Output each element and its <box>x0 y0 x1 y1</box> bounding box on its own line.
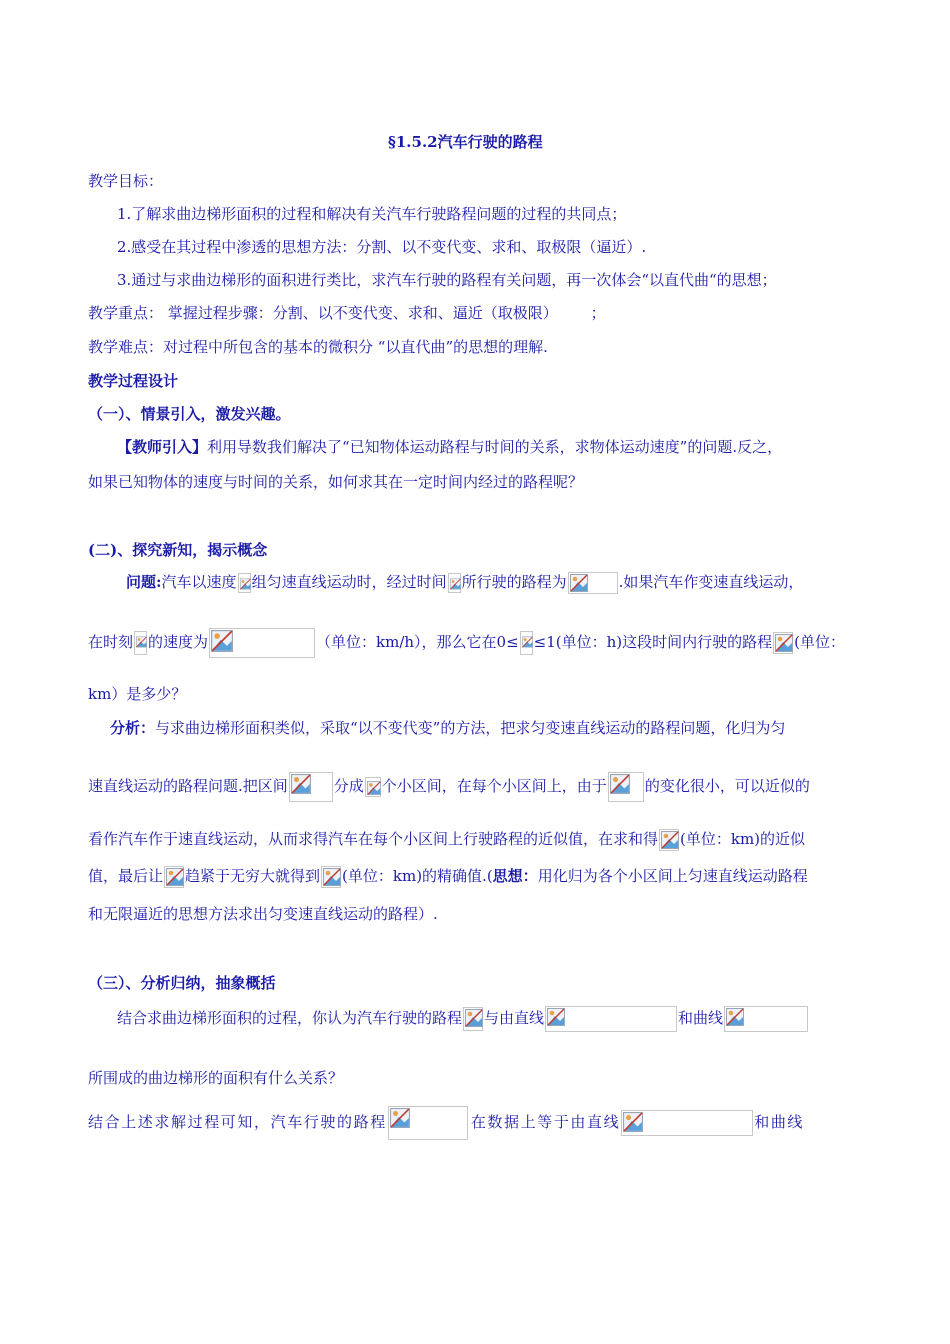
section-1-line-2: 如果已知物体的速度与时间的关系，如何求其在一定时间内经过的路程呢？ <box>88 473 584 491</box>
formula-image-icon <box>621 1110 753 1136</box>
analysis-text: 分成 <box>333 777 364 795</box>
section-3-text: 与由直线 <box>484 1009 545 1027</box>
formula-image-icon <box>321 866 341 888</box>
analysis-text: 看作汽车作于速直线运动，从而求得汽车在每个小区间上行驶路程的近似值，在求和得 <box>88 830 659 848</box>
goal-item-1: 1.了解求曲边梯形面积的过程和解决有关汽车行驶路程问题的过程的共同点； <box>117 205 627 223</box>
formula-image-icon <box>448 573 461 593</box>
formula-image-icon <box>238 573 251 593</box>
formula-image-icon <box>134 631 147 655</box>
question-text: 组匀速直线运动时，经过时间 <box>251 573 447 591</box>
formula-image-icon <box>289 772 333 802</box>
analysis-text: 值，最后让 <box>88 867 164 885</box>
goal-item-2: 2.感受在其过程中渗透的思想方法：分割、以不变代变、求和、取极限（逼近）. <box>117 238 647 256</box>
formula-image-icon <box>388 1106 468 1140</box>
goal-item-3: 3.通过与求曲边梯形的面积进行类比，求汽车行驶的路程有关问题，再一次体会“以直代曲“的思想； <box>117 271 777 289</box>
analysis-text: 与求曲边梯形面积类似，采取“以不变代变”的方法，把求匀变速直线运动的路程问题，化归为匀 <box>155 719 786 737</box>
section-3-text: 和曲线 <box>678 1009 724 1027</box>
teacher-intro-tag: 【教师引入】 <box>117 438 208 456</box>
process-heading: 教学过程设计 <box>88 372 179 390</box>
formula-image-icon <box>724 1006 808 1032</box>
section-1-heading: （一）、情景引入，激发兴趣。 <box>88 405 291 423</box>
question-text: 汽车以速度 <box>161 573 237 591</box>
formula-image-icon <box>545 1006 677 1032</box>
section-1-text-1: 利用导数我们解决了“已知物体运动路程与时间的关系，求物体运动速度”的问题.反之， <box>207 438 783 456</box>
question-text: 的速度为 <box>148 633 209 651</box>
question-text: ≤1(单位：h)这段时间内行驶的路程 <box>533 633 773 651</box>
section-3-text: 结合求曲边梯形面积的过程，你认为汽车行驶的路程 <box>117 1009 463 1027</box>
section-3-text: 结合上述求解过程可知，汽车行驶的路程 <box>88 1113 387 1131</box>
analysis-text: 的变化很小，可以近似的 <box>644 777 810 795</box>
analysis-line-3 <box>88 829 805 851</box>
section-1-line-1 <box>117 437 782 457</box>
question-line-1 <box>126 572 803 594</box>
formula-image-icon <box>659 829 679 851</box>
page-title: §1.5.2汽车行驶的路程 <box>388 133 543 151</box>
question-line-2 <box>88 628 845 658</box>
analysis-text: (单位：km)的精确值.( <box>342 867 493 885</box>
formula-image-icon <box>608 772 644 802</box>
formula-image-icon <box>365 777 381 797</box>
section-3-line-1 <box>117 1006 809 1032</box>
formula-image-icon <box>568 572 618 594</box>
goals-heading: 教学目标： <box>88 172 164 190</box>
analysis-text: (单位：km)的近似 <box>680 830 806 848</box>
question-text: 在时刻 <box>88 633 134 651</box>
question-text: .如果汽车作变速直线运动， <box>618 573 804 591</box>
analysis-line-1 <box>110 718 785 738</box>
difficulty: 教学难点：对过程中所包含的基本的微积分 “以直代曲”的思想的理解. <box>88 338 548 356</box>
question-text: (单位： <box>794 633 846 651</box>
key-point <box>88 303 606 323</box>
formula-image-icon <box>773 632 793 654</box>
analysis-text: 速直线运动的路程问题.把区间 <box>88 777 288 795</box>
section-3-text: 在数据上等于由直线 <box>470 1113 621 1131</box>
thought-tag: 思想： <box>492 867 538 885</box>
section-3-line-3 <box>88 1106 804 1140</box>
analysis-tag: 分析： <box>110 719 156 737</box>
key-point-end: ； <box>590 304 606 322</box>
section-3-line-2: 所围成的曲边梯形的面积有什么关系？ <box>88 1069 344 1087</box>
analysis-text: 趋紧于无穷大就得到 <box>185 867 321 885</box>
analysis-line-5: 和无限逼近的思想方法求出匀变速直线运动的路程）. <box>88 905 438 923</box>
analysis-text: 用化归为各个小区间上匀速直线运动路程 <box>537 867 808 885</box>
section-3-text: 和曲线 <box>754 1113 805 1131</box>
analysis-line-2 <box>88 772 810 802</box>
question-tag: 问题: <box>126 573 162 591</box>
formula-image-icon <box>164 866 184 888</box>
question-text: （单位：km/h），那么它在0≤ <box>316 633 519 651</box>
question-line-3: km）是多少？ <box>88 685 187 703</box>
formula-image-icon <box>520 631 533 655</box>
analysis-line-4 <box>88 866 808 888</box>
question-text: 所行驶的路程为 <box>461 573 567 591</box>
key-point-text: 教学重点： 掌握过程步骤：分割、以不变代变、求和、逼近（取极限） <box>88 304 558 322</box>
formula-image-icon <box>463 1007 483 1031</box>
section-2-heading: (二)、探究新知，揭示概念 <box>88 541 268 559</box>
formula-image-icon <box>209 628 315 658</box>
section-3-heading: （三）、分析归纳，抽象概括 <box>88 974 276 992</box>
analysis-text: 个小区间，在每个小区间上，由于 <box>381 777 607 795</box>
